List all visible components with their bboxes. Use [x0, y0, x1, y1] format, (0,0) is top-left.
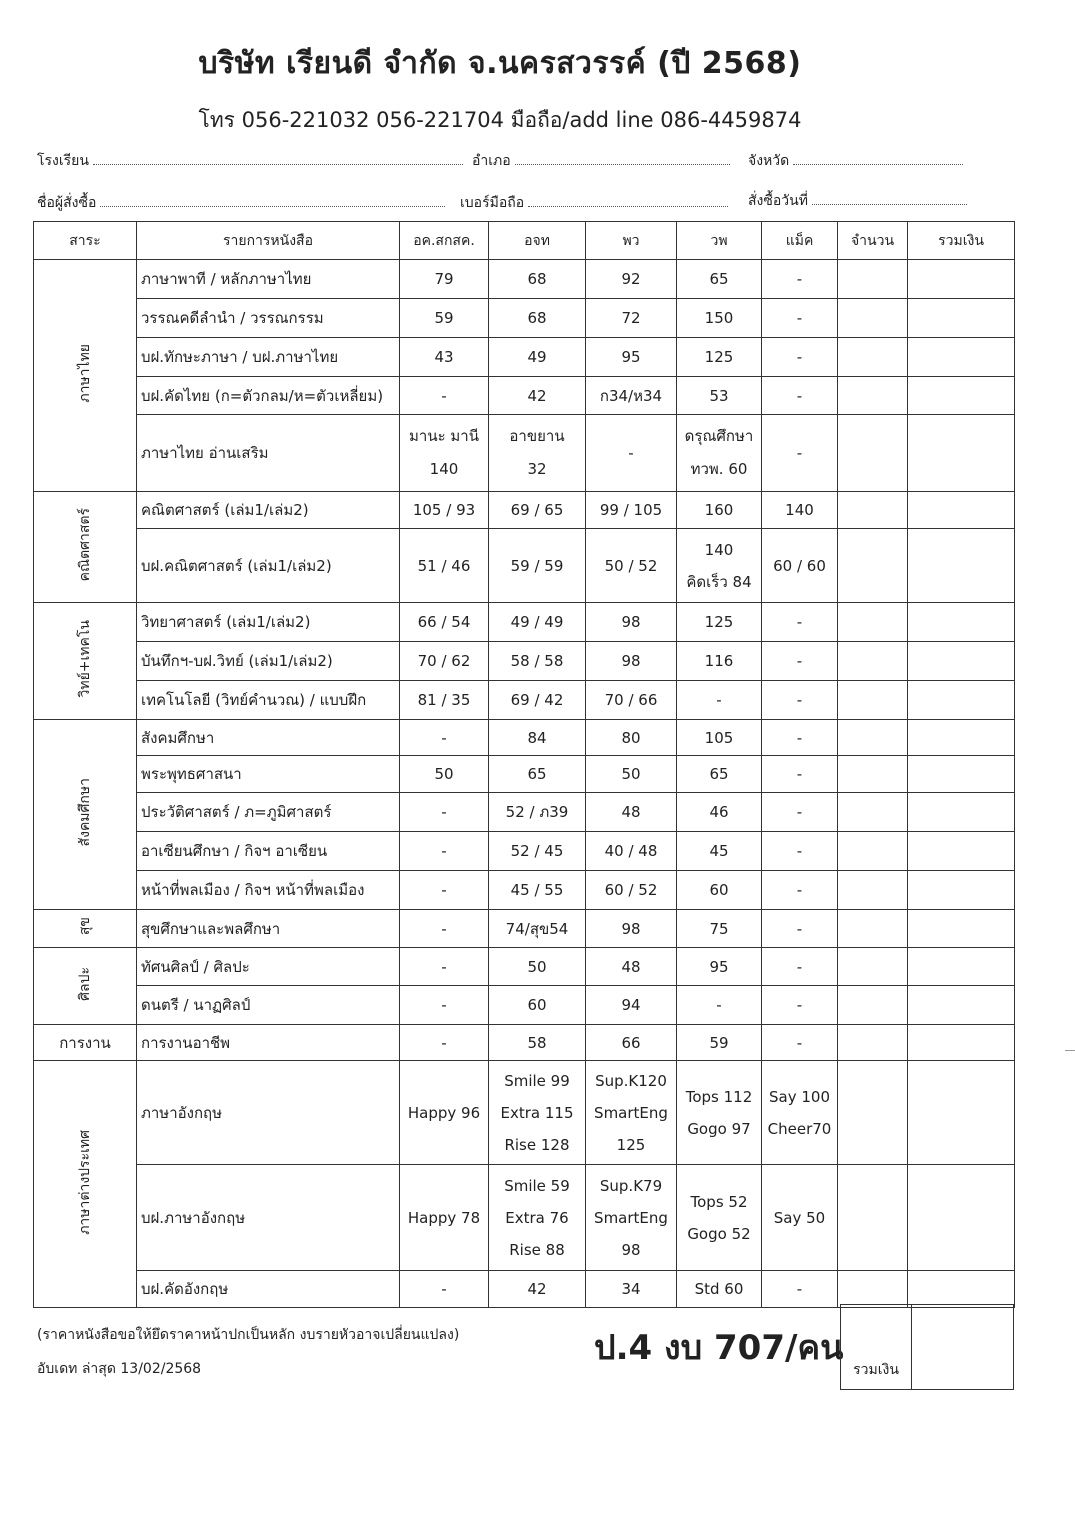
quantity-cell[interactable]	[838, 793, 908, 832]
price-cell: 59	[677, 1025, 762, 1061]
quantity-cell[interactable]	[838, 529, 908, 603]
price-cell: -	[762, 871, 838, 910]
book-name: การงานอาชีพ	[137, 1025, 400, 1061]
price-cell: -	[400, 377, 489, 415]
table-row	[34, 681, 1015, 720]
group-art: ศิลปะ	[34, 948, 137, 1025]
price-cell: -	[762, 338, 838, 377]
price-cell: -	[762, 1271, 838, 1308]
price-cell: 160	[677, 492, 762, 529]
price-cell: Happy 78	[400, 1165, 489, 1271]
price-cell: -	[400, 720, 489, 756]
price-cell: 42	[489, 377, 586, 415]
price-cell: 58	[489, 1025, 586, 1061]
table-row	[34, 492, 1015, 529]
book-name: สังคมศึกษา	[137, 720, 400, 756]
price-cell: 68	[489, 260, 586, 299]
quantity-cell[interactable]	[838, 910, 908, 948]
price-cell: 80	[586, 720, 677, 756]
price-cell: 49	[489, 338, 586, 377]
price-cell: 140 คิดเร็ว 84	[677, 529, 762, 603]
price-cell: 48	[586, 793, 677, 832]
book-name: คณิตศาสตร์ (เล่ม1/เล่ม2)	[137, 492, 400, 529]
book-name: บฝ.ภาษาอังกฤษ	[137, 1165, 400, 1271]
group-math: คณิตศาสตร์	[34, 492, 137, 603]
price-cell: -	[400, 871, 489, 910]
col-publisher-mac: แม็ค	[762, 222, 838, 260]
price-cell: -	[762, 986, 838, 1025]
total-cell[interactable]	[908, 260, 1015, 299]
table-row	[34, 338, 1015, 377]
price-cell: -	[400, 910, 489, 948]
price-cell: -	[677, 986, 762, 1025]
price-cell: 98	[586, 910, 677, 948]
group-health: สุข	[34, 910, 137, 948]
district-label: อำเภอ	[472, 153, 511, 169]
price-cell: -	[586, 415, 677, 492]
price-cell: Tops 112 Gogo 97	[677, 1061, 762, 1165]
price-cell: ดรุณศึกษา ทวพ. 60	[677, 415, 762, 492]
group-foreign-language: ภาษาต่างประเทศ	[34, 1061, 137, 1308]
price-cell: 60	[489, 986, 586, 1025]
price-cell: 140	[762, 492, 838, 529]
price-cell: 59 / 59	[489, 529, 586, 603]
price-cell: 45	[677, 832, 762, 871]
price-cell: 50	[586, 756, 677, 793]
quantity-cell[interactable]	[838, 299, 908, 338]
book-name: ภาษาไทย อ่านเสริม	[137, 415, 400, 492]
buyer-label: ชื่อผู้สั่งซื้อ	[37, 195, 97, 211]
total-cell[interactable]	[908, 871, 1015, 910]
table-row	[34, 415, 1015, 492]
table-row	[34, 529, 1015, 603]
table-row	[34, 299, 1015, 338]
price-cell: 45 / 55	[489, 871, 586, 910]
grand-total-value[interactable]	[912, 1305, 1014, 1390]
col-publisher-pw: พว	[586, 222, 677, 260]
price-cell: 43	[400, 338, 489, 377]
price-cell: 84	[489, 720, 586, 756]
book-name: บันทึกฯ-บฝ.วิทย์ (เล่ม1/เล่ม2)	[137, 642, 400, 681]
book-name: ภาษาอังกฤษ	[137, 1061, 400, 1165]
price-cell: 49 / 49	[489, 603, 586, 642]
price-cell: 105 / 93	[400, 492, 489, 529]
price-cell: อาขยาน 32	[489, 415, 586, 492]
book-name: ประวัติศาสตร์ / ภ=ภูมิศาสตร์	[137, 793, 400, 832]
quantity-cell[interactable]	[838, 642, 908, 681]
book-name: วิทยาศาสตร์ (เล่ม1/เล่ม2)	[137, 603, 400, 642]
price-cell: 52 / 45	[489, 832, 586, 871]
price-cell: 79	[400, 260, 489, 299]
quantity-cell[interactable]	[838, 1061, 908, 1165]
price-cell: 70 / 62	[400, 642, 489, 681]
price-cell: Say 100 Cheer70	[762, 1061, 838, 1165]
quantity-cell[interactable]	[838, 260, 908, 299]
price-cell: -	[762, 415, 838, 492]
price-cell: 50	[400, 756, 489, 793]
price-cell: Tops 52 Gogo 52	[677, 1165, 762, 1271]
price-cell: 50	[489, 948, 586, 986]
grand-total-label: รวมเงิน	[841, 1305, 912, 1390]
price-cell: 69 / 42	[489, 681, 586, 720]
order-date-field[interactable]	[748, 190, 971, 212]
total-cell[interactable]	[908, 756, 1015, 793]
price-cell: 68	[489, 299, 586, 338]
book-name: สุขศึกษาและพลศึกษา	[137, 910, 400, 948]
price-cell: -	[762, 793, 838, 832]
price-cell: -	[762, 642, 838, 681]
table-row	[34, 720, 1015, 756]
total-cell[interactable]	[908, 986, 1015, 1025]
price-cell: Sup.K79 SmartEng 98	[586, 1165, 677, 1271]
price-cell: -	[762, 720, 838, 756]
province-field[interactable]	[748, 150, 967, 172]
total-cell[interactable]	[908, 603, 1015, 642]
price-cell: Sup.K120 SmartEng 125	[586, 1061, 677, 1165]
quantity-cell[interactable]	[838, 338, 908, 377]
price-cell: 98	[586, 603, 677, 642]
total-cell[interactable]	[908, 642, 1015, 681]
quantity-cell[interactable]	[838, 1025, 908, 1061]
price-cell: Smile 59 Extra 76 Rise 88	[489, 1165, 586, 1271]
price-cell: 50 / 52	[586, 529, 677, 603]
total-cell[interactable]	[908, 832, 1015, 871]
price-cell: 59	[400, 299, 489, 338]
total-cell[interactable]	[908, 681, 1015, 720]
price-cell: 116	[677, 642, 762, 681]
price-cell: Happy 96	[400, 1061, 489, 1165]
price-cell: -	[400, 948, 489, 986]
total-cell[interactable]	[908, 1271, 1015, 1308]
price-cell: 53	[677, 377, 762, 415]
price-cell: -	[762, 910, 838, 948]
col-book-list: รายการหนังสือ	[137, 222, 400, 260]
table-row	[34, 986, 1015, 1025]
price-cell: 40 / 48	[586, 832, 677, 871]
total-cell[interactable]	[908, 1025, 1015, 1061]
col-publisher-wp: วพ	[677, 222, 762, 260]
price-cell: มานะ มานี 140	[400, 415, 489, 492]
price-cell: 150	[677, 299, 762, 338]
price-cell: 66 / 54	[400, 603, 489, 642]
mobile-field[interactable]	[460, 192, 732, 214]
price-cell: -	[762, 377, 838, 415]
table-row	[34, 1165, 1015, 1271]
quantity-cell[interactable]	[838, 415, 908, 492]
book-name: บฝ.คัดอังกฤษ	[137, 1271, 400, 1308]
table-row	[34, 1025, 1015, 1061]
price-cell: 51 / 46	[400, 529, 489, 603]
price-cell: Say 50	[762, 1165, 838, 1271]
book-name: เทคโนโลยี (วิทย์คำนวณ) / แบบฝึก	[137, 681, 400, 720]
table-row	[34, 377, 1015, 415]
quantity-cell[interactable]	[838, 1165, 908, 1271]
order-date-label: สั่งซื้อวันที่	[748, 193, 808, 209]
book-name: บฝ.คณิตศาสตร์ (เล่ม1/เล่ม2)	[137, 529, 400, 603]
book-name: หน้าที่พลเมือง / กิจฯ หน้าที่พลเมือง	[137, 871, 400, 910]
quantity-cell[interactable]	[838, 1271, 908, 1308]
quantity-cell[interactable]	[838, 832, 908, 871]
price-cell: 72	[586, 299, 677, 338]
province-label: จังหวัด	[748, 153, 790, 169]
price-note: (ราคาหนังสือขอให้ยึดราคาหน้าปกเป็นหลัก งบรายหัวอาจเปลี่ยนแปลง)	[37, 1327, 460, 1343]
price-cell: -	[400, 832, 489, 871]
mobile-label: เบอร์มือถือ	[460, 195, 525, 211]
price-cell: 74/สุข54	[489, 910, 586, 948]
price-cell: 105	[677, 720, 762, 756]
price-cell: -	[762, 1025, 838, 1061]
quantity-cell[interactable]	[838, 492, 908, 529]
book-price-table	[33, 221, 1015, 1308]
price-cell: -	[400, 793, 489, 832]
price-cell: 66	[586, 1025, 677, 1061]
scan-edge-mark	[1065, 1050, 1075, 1051]
table-row	[34, 910, 1015, 948]
col-publisher-ajt: อจท	[489, 222, 586, 260]
book-name: ภาษาพาที / หลักภาษาไทย	[137, 260, 400, 299]
quantity-cell[interactable]	[838, 756, 908, 793]
price-cell: 42	[489, 1271, 586, 1308]
total-cell[interactable]	[908, 910, 1015, 948]
total-cell[interactable]	[908, 1165, 1015, 1271]
price-cell: 95	[677, 948, 762, 986]
price-cell: -	[400, 1271, 489, 1308]
price-cell: 65	[677, 260, 762, 299]
table-row	[34, 1061, 1015, 1165]
table-row	[34, 260, 1015, 299]
price-cell: 65	[677, 756, 762, 793]
price-cell: Smile 99 Extra 115 Rise 128	[489, 1061, 586, 1165]
price-cell: 48	[586, 948, 677, 986]
price-cell: 92	[586, 260, 677, 299]
group-work: การงาน	[34, 1025, 137, 1061]
total-cell[interactable]	[908, 720, 1015, 756]
price-cell: -	[762, 756, 838, 793]
price-cell: -	[762, 260, 838, 299]
group-science: วิทย์+เทคโน	[34, 603, 137, 720]
price-cell: 94	[586, 986, 677, 1025]
table-row	[34, 948, 1015, 986]
book-name: ทัศนศิลป์ / ศิลปะ	[137, 948, 400, 986]
price-cell: 98	[586, 642, 677, 681]
contact-phone: โทร 056-221032 056-221704 มือถือ/add line 086-4459874	[198, 108, 802, 132]
quantity-cell[interactable]	[838, 377, 908, 415]
quantity-cell[interactable]	[838, 948, 908, 986]
district-field[interactable]	[472, 150, 734, 172]
quantity-cell[interactable]	[838, 603, 908, 642]
quantity-cell[interactable]	[838, 986, 908, 1025]
book-name: อาเซียนศึกษา / กิจฯ อาเซียน	[137, 832, 400, 871]
page-title: บริษัท เรียนดี จำกัด จ.นครสวรรค์ (ปี 2568)	[198, 46, 802, 81]
price-cell: 46	[677, 793, 762, 832]
school-field[interactable]	[37, 150, 467, 172]
table-row	[34, 832, 1015, 871]
col-total: รวมเงิน	[908, 222, 1015, 260]
total-cell[interactable]	[908, 492, 1015, 529]
school-label: โรงเรียน	[37, 153, 89, 169]
buyer-field[interactable]	[37, 192, 449, 214]
price-cell: -	[762, 948, 838, 986]
table-row	[34, 756, 1015, 793]
price-cell: 34	[586, 1271, 677, 1308]
total-cell[interactable]	[908, 338, 1015, 377]
quantity-cell[interactable]	[838, 871, 908, 910]
price-cell: -	[400, 986, 489, 1025]
table-header	[34, 222, 1015, 260]
book-name: พระพุทธศาสนา	[137, 756, 400, 793]
col-subject: สาระ	[34, 222, 137, 260]
group-social: สังคมศึกษา	[34, 720, 137, 910]
price-cell: ก34/ห34	[586, 377, 677, 415]
price-cell: 75	[677, 910, 762, 948]
quantity-cell[interactable]	[838, 720, 908, 756]
grand-total-box	[840, 1304, 1014, 1390]
price-cell: -	[762, 299, 838, 338]
price-cell: 60 / 60	[762, 529, 838, 603]
budget-per-student: ป.4 งบ 707/คน	[594, 1328, 844, 1368]
total-cell[interactable]	[908, 948, 1015, 986]
table-row	[34, 642, 1015, 681]
total-cell[interactable]	[908, 793, 1015, 832]
price-cell: 65	[489, 756, 586, 793]
total-cell[interactable]	[908, 1061, 1015, 1165]
total-cell[interactable]	[908, 377, 1015, 415]
price-cell: 52 / ภ39	[489, 793, 586, 832]
price-cell: 60	[677, 871, 762, 910]
book-name: วรรณคดีลำนำ / วรรณกรรม	[137, 299, 400, 338]
total-cell[interactable]	[908, 299, 1015, 338]
table-row	[34, 603, 1015, 642]
total-cell[interactable]	[908, 415, 1015, 492]
table-row	[34, 871, 1015, 910]
price-cell: -	[677, 681, 762, 720]
price-cell: Std 60	[677, 1271, 762, 1308]
quantity-cell[interactable]	[838, 681, 908, 720]
price-cell: 95	[586, 338, 677, 377]
price-cell: 70 / 66	[586, 681, 677, 720]
price-cell: -	[762, 603, 838, 642]
price-cell: 60 / 52	[586, 871, 677, 910]
book-name: บฝ.ทักษะภาษา / บฝ.ภาษาไทย	[137, 338, 400, 377]
col-quantity: จำนวน	[838, 222, 908, 260]
book-name: บฝ.คัดไทย (ก=ตัวกลม/ห=ตัวเหลี่ยม)	[137, 377, 400, 415]
col-publisher-akso: อค.สกสค.	[400, 222, 489, 260]
updated-date: อับเดท ล่าสุด 13/02/2568	[37, 1361, 202, 1377]
table-row	[34, 1271, 1015, 1308]
price-cell: 125	[677, 603, 762, 642]
group-thai: ภาษาไทย	[34, 260, 137, 492]
price-cell: -	[762, 832, 838, 871]
price-cell: -	[762, 681, 838, 720]
price-cell: 125	[677, 338, 762, 377]
price-cell: 69 / 65	[489, 492, 586, 529]
book-name: ดนตรี / นาฏศิลป์	[137, 986, 400, 1025]
price-cell: 81 / 35	[400, 681, 489, 720]
total-cell[interactable]	[908, 529, 1015, 603]
table-row	[34, 793, 1015, 832]
price-cell: 99 / 105	[586, 492, 677, 529]
price-cell: 58 / 58	[489, 642, 586, 681]
price-cell: -	[400, 1025, 489, 1061]
